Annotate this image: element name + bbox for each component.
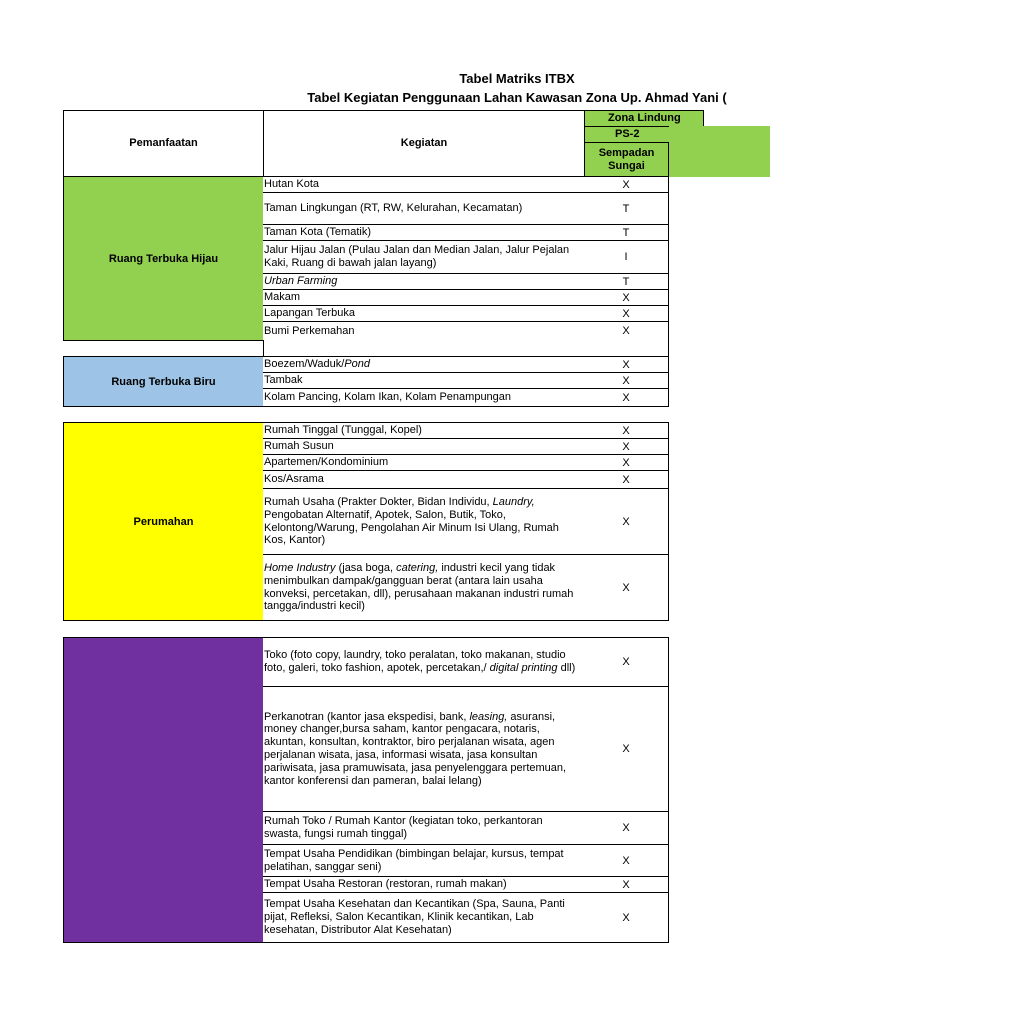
zone-value: X	[584, 811, 669, 845]
category-perdagangan-jasa	[63, 637, 264, 943]
zone-value: X	[584, 876, 669, 893]
zone-value: X	[584, 372, 669, 389]
kegiatan-text: Toko (foto copy, laundry, toko peralatan, toko makanan, studio foto, galeri, toko fashion, apotek, percetakan,/	[264, 649, 566, 674]
header-green-fill	[669, 126, 770, 177]
kegiatan-text: dll)	[557, 662, 576, 674]
zone-value: X	[584, 686, 669, 812]
kegiatan-italic: digital printing	[489, 662, 558, 674]
zone-value: X	[584, 892, 669, 943]
kegiatan-text: (jasa boga,	[335, 561, 397, 574]
kegiatan-cell: Rumah Toko / Rumah Kantor (kegiatan toko, perkantoran swasta, fungsi rumah tinggal)	[263, 811, 585, 845]
zone-value: X	[584, 176, 669, 193]
zone-value: X	[584, 422, 669, 439]
category-ruang-terbuka-hijau: Ruang Terbuka Hijau	[63, 176, 264, 341]
kegiatan-text: industri kecil yang tidak menimbulkan dampak/gangguan berat (antara lain usaha konveksi, percetakan, dll), perusahaan makanan industri rumah tangga/industri kecil)	[264, 561, 574, 613]
zone-value: X	[584, 488, 669, 555]
table-title: Tabel Matriks ITBX	[459, 71, 575, 86]
kegiatan-text: Pengobatan Alternatif, Apotek, Salon, Butik, Toko, Kelontong/Warung, Pengolahan Air Minum Isi Ulang, Rumah Kos, Kantor)	[264, 508, 559, 547]
kegiatan-text: Rumah Usaha (Prakter Dokter, Bidan Individu,	[264, 495, 493, 508]
kegiatan-cell: Jalur Hijau Jalan (Pulau Jalan dan Median Jalan, Jalur Pejalan Kaki, Ruang di bawah jalan layang)	[263, 240, 585, 274]
kegiatan-italic: Laundry,	[492, 495, 535, 508]
kegiatan-cell: Tempat Usaha Restoran (restoran, rumah makan)	[263, 876, 585, 893]
kegiatan-cell	[263, 686, 585, 812]
kegiatan-cell: Tambak	[263, 372, 585, 389]
kegiatan-cell: Apartemen/Kondominium	[263, 454, 585, 471]
kegiatan-cell: Kolam Pancing, Kolam Ikan, Kolam Penampungan	[263, 388, 585, 407]
header-kegiatan: Kegiatan	[263, 110, 585, 177]
kegiatan-cell: Lapangan Terbuka	[263, 305, 585, 322]
header-zona-lindung: Zona Lindung	[584, 110, 704, 127]
kegiatan-cell	[263, 273, 585, 290]
zone-value: X	[584, 554, 669, 621]
kegiatan-italic: catering,	[396, 561, 439, 574]
header-pemanfaatan: Pemanfaatan	[63, 110, 264, 177]
zone-value: I	[584, 240, 669, 274]
kegiatan-cell: Hutan Kota	[263, 176, 585, 193]
kegiatan-cell: Tempat Usaha Pendidikan (bimbingan belajar, kursus, tempat pelatihan, sanggar seni)	[263, 844, 585, 877]
kegiatan-cell: Rumah Tinggal (Tunggal, Kopel)	[263, 422, 585, 439]
category-perumahan: Perumahan	[63, 422, 264, 621]
kegiatan-italic: leasing,	[469, 710, 508, 723]
kegiatan-cell: Kos/Asrama	[263, 470, 585, 489]
kegiatan-italic: Pond	[344, 358, 370, 371]
header-sempadan-sungai: Sempadan Sungai	[584, 142, 669, 177]
kegiatan-text: Boezem/Waduk/	[264, 358, 345, 371]
blank-row	[263, 340, 669, 357]
zone-value: X	[584, 470, 669, 489]
kegiatan-cell: Taman Lingkungan (RT, RW, Kelurahan, Kecamatan)	[263, 192, 585, 225]
category-ruang-terbuka-biru: Ruang Terbuka Biru	[63, 356, 264, 407]
zone-value: T	[584, 192, 669, 225]
zone-value: T	[584, 273, 669, 290]
kegiatan-cell: Rumah Susun	[263, 438, 585, 455]
kegiatan-cell	[263, 554, 585, 621]
zone-value: X	[584, 844, 669, 877]
kegiatan-cell	[263, 488, 585, 555]
kegiatan-italic: Urban Farming	[264, 275, 338, 288]
kegiatan-italic: Home Industry	[264, 561, 336, 574]
kegiatan-cell: Tempat Usaha Kesehatan dan Kecantikan (Spa, Sauna, Panti pijat, Refleksi, Salon Kecantikan, Klinik kecantikan, Lab kesehatan, Distributor Alat Kesehatan)	[263, 892, 585, 943]
zone-value: X	[584, 388, 669, 407]
zone-value: X	[584, 438, 669, 455]
kegiatan-cell: Bumi Perkemahan	[263, 321, 585, 341]
zone-value: X	[584, 637, 669, 687]
zone-value: T	[584, 224, 669, 241]
zone-value: X	[584, 321, 669, 341]
zone-value: X	[584, 454, 669, 471]
kegiatan-cell: Makam	[263, 289, 585, 306]
kegiatan-cell	[263, 637, 585, 687]
header-ps2: PS-2	[584, 126, 704, 143]
kegiatan-cell: Taman Kota (Tematik)	[263, 224, 585, 241]
kegiatan-cell	[263, 356, 585, 373]
zone-value: X	[584, 289, 669, 306]
kegiatan-text: Perkanotran (kantor jasa ekspedisi, bank,	[264, 710, 470, 723]
table-subtitle: Tabel Kegiatan Penggunaan Lahan Kawasan Zona Up. Ahmad Yani (	[307, 90, 727, 105]
zone-value: X	[584, 305, 669, 322]
zone-value: X	[584, 356, 669, 373]
kegiatan-text: asuransi, money changer,bursa saham, kantor pengacara, notaris, akuntan, konsultan, kontraktor, biro perjalanan wisata, agen perjalanan wisata, jasa, informasi wisata, jasa konsultan pariwisata, jasa pramuwisata, jasa penyelenggara pertemuan, kantor konferensi dan pameran, balai lelang)	[264, 710, 567, 787]
